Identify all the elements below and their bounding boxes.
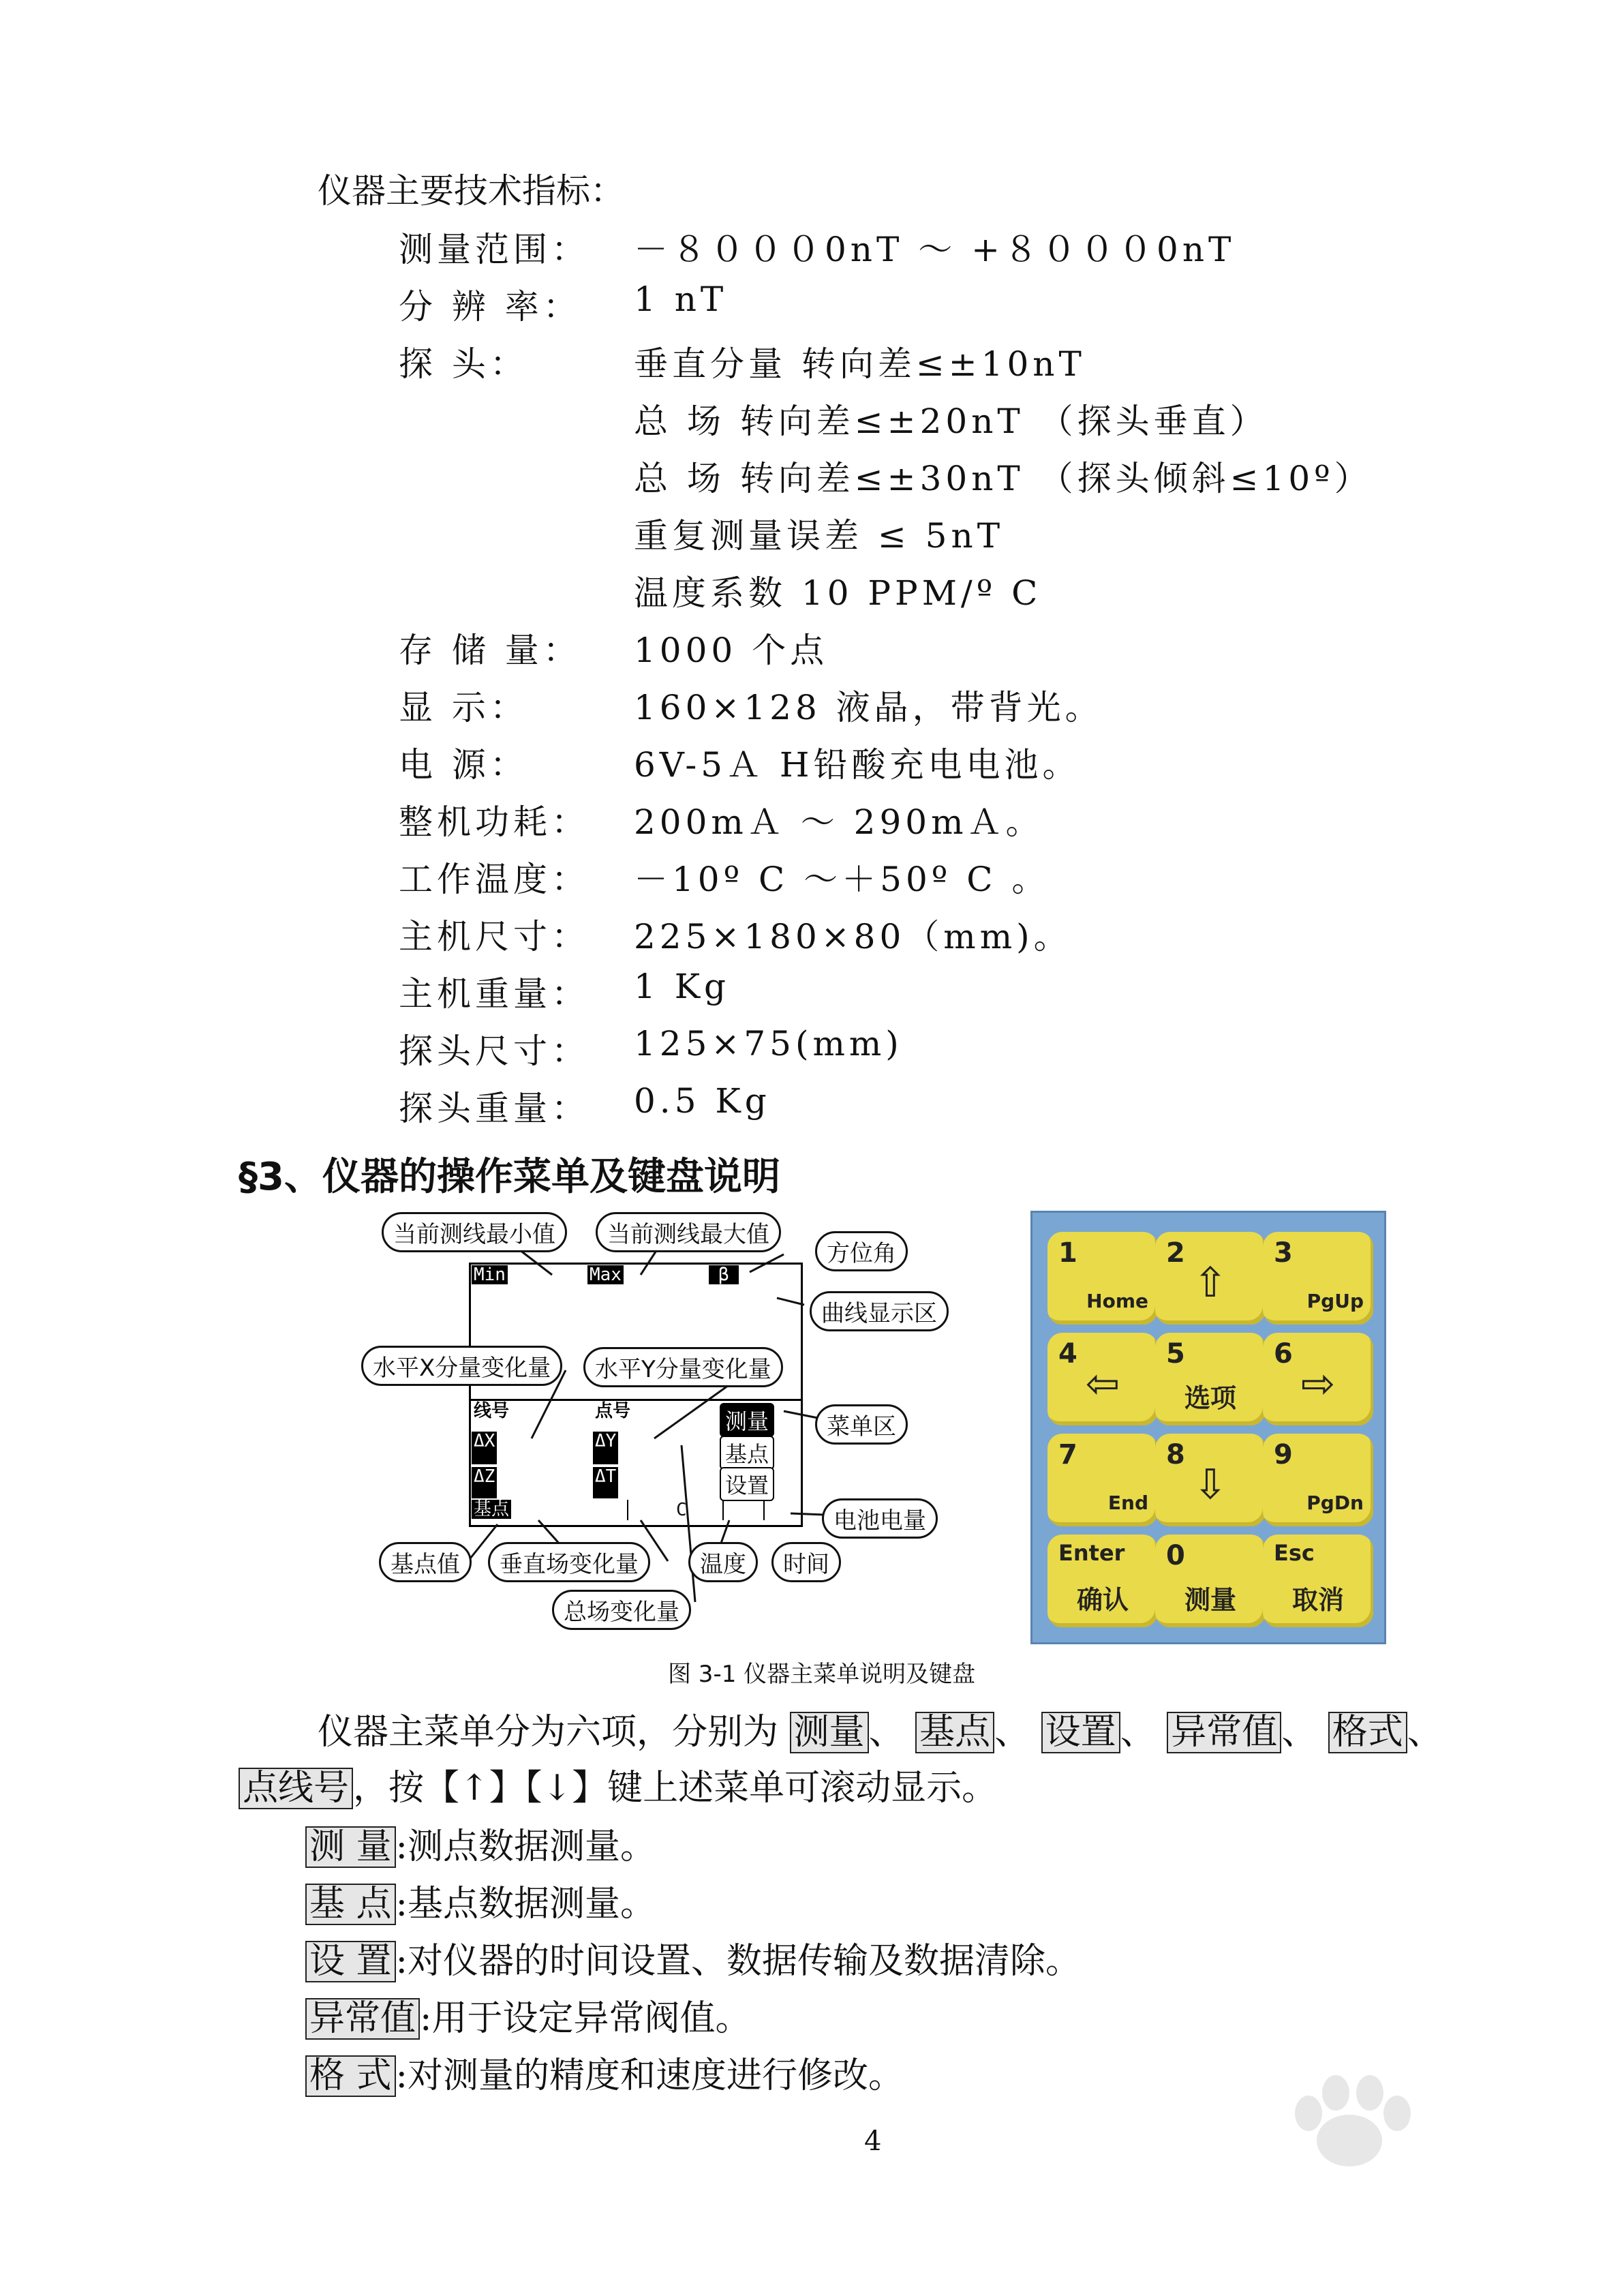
label-max: 当前测线最大值: [596, 1212, 781, 1252]
label-dy: 水平Y分量变化量: [583, 1347, 783, 1387]
spec-value: 重复测量误差 ≤ 5nT: [634, 516, 1005, 556]
spec-value: 温度系数 10 PPM/º C: [634, 573, 1042, 613]
section-title: §3、仪器的操作菜单及键盘说明: [239, 1155, 780, 1199]
lcd-dz: ΔZ: [472, 1467, 497, 1498]
spec-value: 160×128 液晶，带背光。: [634, 688, 1103, 727]
key-5[interactable]: 5 选项: [1155, 1333, 1266, 1425]
label-battery: 电池电量: [822, 1498, 938, 1539]
menu-desc-row: 基 点 :基点数据测量。: [305, 1875, 656, 1926]
lcd-point-no: 点号: [593, 1402, 632, 1421]
spec-value: 总 场 转向差≤±30nT （探头倾斜≤10º）: [634, 459, 1373, 498]
lcd-celsius: C: [676, 1500, 687, 1520]
key-1[interactable]: 1 Home: [1047, 1232, 1158, 1325]
arrow-left-icon: ⇦: [1085, 1360, 1120, 1408]
label-dz: 垂直场变化量: [488, 1542, 650, 1582]
spec-value: 200mＡ ～ 290mＡ。: [634, 802, 1044, 842]
label-base-value: 基点值: [379, 1542, 472, 1582]
menu-intro-cont: [239, 1759, 997, 1810]
spec-label: 工作温度：: [399, 860, 590, 899]
lcd-line-no: 线号: [472, 1402, 511, 1421]
key-2[interactable]: 2 ⇧: [1155, 1232, 1266, 1325]
key-8[interactable]: 8 ⇩: [1155, 1434, 1266, 1526]
spec-value: 1 nT: [634, 280, 728, 319]
spec-value: 垂直分量 转向差≤±10nT: [634, 344, 1086, 384]
label-dx: 水平X分量变化量: [361, 1346, 562, 1386]
spec-heading: 仪器主要技术指标：: [318, 171, 624, 211]
spec-value: 0.5 Kg: [634, 1081, 771, 1121]
label-temperature: 温度: [688, 1542, 758, 1582]
spec-label: 探 头：: [399, 344, 528, 384]
spec-value: 1000 个点: [634, 631, 829, 670]
spec-label: 探头尺寸：: [399, 1031, 590, 1071]
spec-label: 整机功耗：: [399, 802, 590, 842]
menu-name-box: 测量: [790, 1712, 869, 1753]
lcd-max: Max: [587, 1265, 624, 1284]
key-esc[interactable]: Esc 取消: [1263, 1535, 1373, 1627]
menu-name-box: 设置: [1041, 1712, 1120, 1753]
label-azimuth: 方位角: [815, 1231, 908, 1271]
menu-name-box: 异常值: [1167, 1712, 1281, 1753]
arrow-up-icon: ⇧: [1193, 1259, 1228, 1307]
lcd-dx: ΔX: [472, 1432, 497, 1464]
lcd-menu-item: 测量: [720, 1403, 774, 1437]
menu-name-box: 基点: [915, 1712, 994, 1753]
spec-label: 存 储 量：: [399, 631, 581, 670]
menu-desc-row: 设 置 :对仪器的时间设置、数据传输及数据清除。: [305, 1932, 1081, 1983]
arrow-down-icon: ⇩: [1193, 1461, 1228, 1509]
key-7[interactable]: 7 End: [1047, 1434, 1158, 1526]
spec-label: 电 源：: [399, 745, 528, 785]
key-0[interactable]: 0 测量: [1155, 1535, 1266, 1627]
menu-intro: 仪器主菜单分为六项，分别为 测量 、 基点 、 设置 、 异常值 、 格式 、: [318, 1712, 1443, 1753]
spec-label: 主机尺寸：: [399, 917, 590, 956]
spec-value: －８０００0nT ～ +８０００0nT: [634, 230, 1236, 269]
spec-value: 6V-5Ａ H铅酸充电电池。: [634, 745, 1081, 785]
arrow-right-icon: ⇨: [1300, 1360, 1336, 1408]
lcd-menu-item: 基点: [720, 1436, 774, 1470]
spec-label: 分 辨 率：: [399, 287, 581, 327]
label-curve-area: 曲线显示区: [810, 1291, 949, 1331]
lcd-beta: β: [709, 1265, 739, 1284]
lcd-dy: ΔY: [593, 1432, 618, 1464]
intro-text: 仪器主菜单分为六项，分别为: [318, 1712, 779, 1753]
key-4[interactable]: 4 ⇦: [1047, 1333, 1158, 1425]
spec-label: 测量范围：: [399, 230, 590, 269]
spec-value: 1 Kg: [634, 967, 731, 1006]
menu-name-box: 点线号: [239, 1768, 353, 1809]
spec-value: 总 场 转向差≤±20nT （探头垂直）: [634, 402, 1268, 441]
figure-caption: 图 3-1 仪器主菜单说明及键盘: [668, 1661, 976, 1688]
menu-desc-row: 异常值 :用于设定异常阀值。: [305, 1989, 751, 2040]
lcd-base: 基点: [472, 1500, 511, 1519]
page-number: 4: [864, 2126, 882, 2157]
intro-text-2: ，按【↑】【↓】键上述菜单可滚动显示。: [353, 1768, 998, 1809]
spec-value: －10º C ～＋50º C 。: [634, 860, 1050, 899]
key-6[interactable]: 6 ⇨: [1263, 1333, 1373, 1425]
key-9[interactable]: 9 PgDn: [1263, 1434, 1373, 1526]
keypad-panel: [1030, 1211, 1386, 1644]
spec-value: 225×180×80（mm)。: [634, 917, 1072, 956]
key-enter[interactable]: Enter 确认: [1047, 1535, 1158, 1627]
menu-desc-row: 测 量 :测点数据测量。: [305, 1817, 656, 1869]
spec-label: 显 示：: [399, 688, 528, 727]
label-min: 当前测线最小值: [382, 1212, 567, 1252]
lcd-menu-item: 设置: [720, 1467, 774, 1501]
label-total-field: 总场变化量: [552, 1590, 691, 1630]
label-time: 时间: [771, 1542, 841, 1582]
spec-label: 探头重量：: [399, 1089, 590, 1128]
label-menu-area: 菜单区: [815, 1404, 908, 1445]
watermark-paw-icon: [1254, 2066, 1445, 2175]
menu-name-box: 格式: [1328, 1712, 1407, 1753]
key-3[interactable]: 3 PgUp: [1263, 1232, 1373, 1325]
menu-desc-row: 格 式 :对测量的精度和速度进行修改。: [305, 2046, 904, 2098]
lcd-dt: ΔT: [593, 1467, 618, 1498]
lcd-min: Min: [472, 1265, 508, 1284]
spec-label: 主机重量：: [399, 974, 590, 1014]
spec-value: 125×75(mm): [634, 1024, 903, 1063]
